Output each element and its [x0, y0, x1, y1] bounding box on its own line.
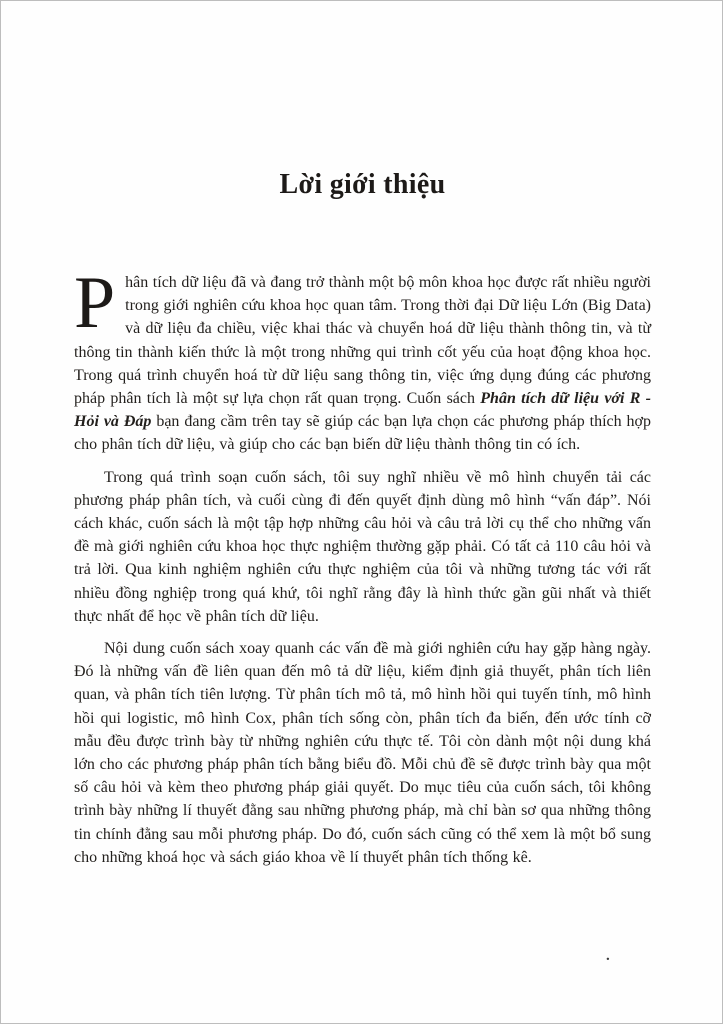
stray-mark: . [606, 948, 610, 964]
text-run: Nội dung cuốn sách xoay quanh các vấn đề mà giới nghiên cứu hay gặp hàng ngày. Đó là những vấn đề liên quan đến mô tả dữ liệu, kiểm định giả thuyết, phân tích liên quan, và phân tích tiên lượng. Từ phân tích mô tả, mô hình hồi qui tuyến tính, mô hình hồi qui logistic, mô hình Cox, phân tích sống còn, phân tích đa biến, đến ước tính cỡ mẫu đều được trình bày từ những nghiên cứu thực tế. Tôi còn dành một nội dung khá lớn cho các phương pháp phân tích bằng biểu đồ. Mỗi chủ đề sẽ được trình bày qua một số câu hỏi và kèm theo phương pháp giải quyết. Do mục tiêu của cuốn sách, tôi không trình bày những lí thuyết đằng sau những phương pháp, mà chỉ bàn sơ qua những thông tin chính đằng sau mỗi phương pháp. Do đó, cuốn sách cũng có thể xem là một bổ sung cho những khoá học và sách giáo khoa về lí thuyết phân tích thống kê. [74, 640, 651, 866]
paragraph-1 [74, 262, 652, 457]
page-content [74, 169, 651, 878]
text-run: hân tích dữ liệu đã và đang trở thành một bộ môn khoa học được rất nhiều người trong giới nghiên cứu khoa học quan tâm. Trong thời đại Dữ liệu Lớn (Big Data) và dữ liệu đa chiều, việc khai thác và chuyển hoá dữ liệu thành thông tin, và từ thông tin thành kiến thức là một trong những qui trình cốt yếu của hoạt động khoa học. Trong quá trình chuyển hoá từ dữ liệu sang thông tin, việc ứng dụng đúng các phương pháp phân tích là một sự lựa chọn rất quan trọng. Cuốn sách [74, 274, 651, 408]
page-title: Lời giới thiệu [279, 169, 446, 200]
dropcap-letter: P [74, 262, 116, 344]
text-run: Trong quá trình soạn cuốn sách, tôi suy nghĩ nhiều về mô hình chuyển tải các phương pháp phân tích, và cuối cùng đi đến quyết định dùng mô hình “vấn đáp”. Nói cách khác, cuốn sách là một tập hợp những câu hỏi và câu trả lời cụ thể cho những vấn đề mà giới nghiên cứu khoa học thực nghiệm thường gặp phải. Có tất cả 110 câu hỏi và trả lời. Qua kinh nghiệm nghiên cứu thực nghiệm của tôi và những tương tác với rất nhiều đồng nghiệp trong quá khứ, tôi nghĩ rằng đây là hình thức gần gũi nhất và thiết thực nhất để học về phân tích dữ liệu. [74, 468, 651, 625]
paragraph-2 [74, 466, 651, 628]
paragraph-3 [74, 637, 651, 869]
text-run: bạn đang cầm trên tay sẽ giúp các bạn lựa chọn các phương pháp thích hợp cho phân tích dữ liệu, và giúp cho các bạn biến dữ liệu thành thông tin có ích. [74, 413, 652, 454]
book-title-emphasis: Phân tích dữ liệu với R - Hỏi và Đáp [74, 390, 651, 431]
